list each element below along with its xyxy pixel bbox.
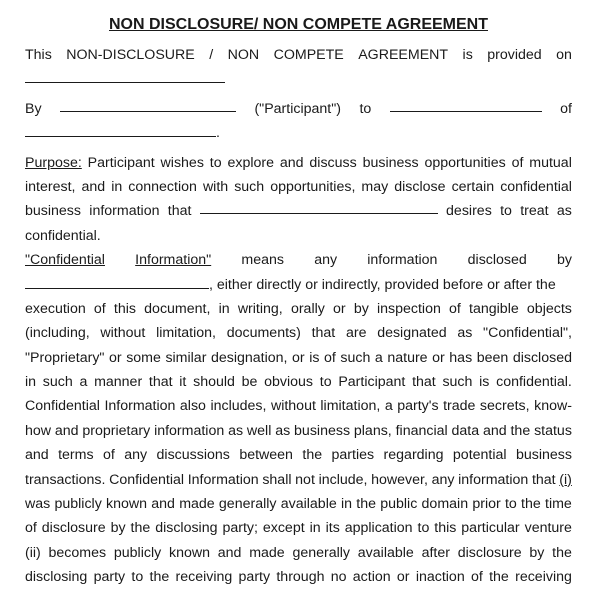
address-period: . (216, 125, 220, 142)
purpose-word: certain (451, 178, 495, 195)
purpose-line-1 (25, 151, 572, 175)
confidential-body-line (25, 297, 572, 321)
intro-word: NON-DISCLOSURE (66, 47, 195, 63)
confidential-word: disclosure (41, 520, 106, 537)
confidential-word: as (275, 422, 291, 439)
confidential-word: except (262, 520, 305, 537)
confidential-word: was (25, 496, 51, 513)
confidential-word: know- (534, 398, 572, 415)
confidential-body-line (25, 468, 572, 492)
confidential-word: its (325, 520, 340, 537)
confidential-word: terms (58, 447, 94, 464)
confidential-word: in (340, 496, 353, 513)
confidential-word: parties (331, 447, 375, 464)
confidential-word: well (246, 422, 272, 439)
confidential-word: been (476, 349, 509, 366)
confidential-word: not (295, 471, 315, 488)
confidential-word: disclosure (457, 544, 522, 561)
confidential-word: disclosed (467, 252, 527, 269)
confidential-word: publicly (54, 496, 102, 513)
confidential-body-line (25, 541, 572, 565)
confidential-word: information (154, 422, 225, 439)
confidential-word: inaction (415, 569, 465, 586)
purpose-line-3 (25, 199, 572, 223)
confidential-word: transactions. (25, 471, 106, 488)
purpose-word: to (500, 203, 512, 220)
confidential-word: by (557, 252, 572, 269)
confidential-word: the (521, 496, 541, 513)
confidential-line-2 (25, 273, 572, 297)
confidential-word: however, (371, 471, 428, 488)
purpose-word: disclose (394, 178, 446, 195)
confidential-word: in (309, 520, 321, 537)
confidential-word: regarding (383, 447, 444, 464)
intro-word: is (462, 47, 473, 63)
confidential-body-line (25, 321, 572, 345)
confidential-word: obvious (264, 374, 314, 391)
purpose-word: business (362, 154, 419, 171)
confidential-line-1 (25, 248, 572, 272)
confidential-word: as (228, 422, 244, 439)
confidential-word: and (151, 496, 175, 513)
confidential-word: public (380, 496, 418, 513)
confidential-word: a (79, 374, 88, 391)
confidential-word: "Confidential", (483, 325, 572, 342)
confidential-word: orally (290, 300, 325, 317)
confidential-word: party (238, 569, 271, 586)
disclosing-party-blank (25, 274, 209, 289)
confidential-word: such (42, 374, 73, 391)
confidential-word: application (344, 520, 413, 537)
confidential-word: to (131, 569, 144, 586)
purpose-line-4-text: confidential. (25, 227, 101, 244)
confidential-word: any (314, 252, 338, 269)
confidential-body-line (25, 419, 572, 443)
confidential-word: the (130, 520, 151, 537)
purpose-word: opportunities (424, 154, 506, 171)
confidential-body (25, 297, 572, 590)
confidential-word: Confidential (109, 471, 185, 488)
intro-word: AGREEMENT (358, 47, 449, 63)
confidential-word: time (545, 496, 572, 513)
confidential-word: this (434, 520, 457, 537)
purpose-word: desires (446, 203, 492, 220)
confidential-word: writing, (237, 300, 283, 317)
confidential-word: in (25, 374, 37, 391)
confidential-word: to (417, 520, 430, 537)
confidential-word: business (515, 447, 572, 464)
confidential-word: receiving (515, 569, 572, 586)
date-blank (25, 68, 225, 83)
confidential-word: available (357, 544, 414, 561)
purpose-word: discuss (309, 154, 357, 171)
confidential-word: generally (292, 544, 351, 561)
intro-line (25, 43, 572, 67)
confidential-word: of (324, 349, 336, 366)
confidential-word: any (124, 447, 148, 464)
confidential-word: that (311, 325, 336, 342)
confidential-word: "Proprietary" (25, 349, 105, 366)
confidential-word: without (270, 398, 316, 415)
purpose-word: to (209, 154, 222, 171)
confidential-word: made (249, 544, 285, 561)
confidential-word: the (149, 569, 170, 586)
address-blank (25, 122, 216, 137)
confidential-word: the (552, 544, 572, 561)
confidential-word: generally (218, 496, 277, 513)
confidential-word: known (106, 496, 148, 513)
confidential-word: of (102, 447, 115, 464)
confidential-word: inspection (376, 300, 441, 317)
of-label: of (560, 100, 572, 117)
confidential-word: trade (443, 398, 476, 415)
confidential-word: tangible (469, 300, 519, 317)
confidential-body-line (25, 516, 572, 540)
intro-word: This (25, 47, 52, 63)
confidential-word: Confidential (25, 398, 100, 415)
confidential-word: Information (104, 398, 176, 415)
confidential-word: prior (472, 496, 501, 513)
confidential-word: made (179, 496, 215, 513)
purpose-word: wishes (160, 154, 204, 171)
confidential-word: and (482, 422, 507, 439)
purpose-word: of (511, 154, 524, 171)
confidential-word: secrets, (479, 398, 530, 415)
confidential-word: the (510, 422, 531, 439)
confidential-word: discussions (156, 447, 230, 464)
purpose-word: in (111, 178, 123, 195)
purpose-word: as (556, 203, 572, 220)
confidential-word: or (396, 569, 410, 586)
confidential-word: disclosed (512, 349, 572, 366)
confidential-label-part2: Information" (135, 252, 212, 269)
confidential-word: data (451, 422, 480, 439)
purpose-word: mutual (529, 154, 572, 171)
confidential-word: designated (377, 325, 447, 342)
confidential-word: similar (165, 349, 207, 366)
confidential-word: are (345, 325, 367, 342)
confidential-word: such (442, 374, 473, 391)
confidential-word: or (333, 300, 346, 317)
purpose-word: with (202, 178, 229, 195)
confidential-word: as (457, 325, 473, 342)
confidential-word: means (241, 252, 284, 269)
confidential-word: limitation, (320, 398, 381, 415)
confidential-line-2-text: , either directly or indirectly, provided before or after the (209, 276, 556, 293)
confidential-word: becomes (48, 544, 107, 561)
confidential-word: known (168, 544, 210, 561)
confidential-word: or (109, 349, 122, 366)
confidential-word: the (356, 496, 376, 513)
confidential-word: particular (461, 520, 520, 537)
confidential-word: some (126, 349, 161, 366)
confidential-word: the (489, 569, 509, 586)
confidential-word: action (352, 569, 391, 586)
address-blank-line (25, 121, 572, 145)
confidential-word: and (54, 422, 79, 439)
confidential-word: document, (144, 300, 211, 317)
confidential-word: to (319, 374, 332, 391)
confidential-word: that (148, 374, 173, 391)
confidential-word: designation, (210, 349, 288, 366)
confidential-word: party's (397, 398, 439, 415)
confidential-word: in (218, 300, 230, 317)
confidential-word: include, (318, 471, 368, 488)
confidential-body-line (25, 346, 572, 370)
participant-label: ("Participant") (254, 100, 341, 117)
purpose-word: may (361, 178, 389, 195)
confidential-word: it (179, 374, 187, 391)
confidential-body-line (25, 443, 572, 467)
confidential-word: venture (524, 520, 572, 537)
confidential-word: potential (452, 447, 507, 464)
confidential-word: business (294, 422, 351, 439)
confidential-word: is (309, 349, 320, 366)
purpose-word: explore (227, 154, 275, 171)
confidential-word: of (470, 569, 483, 586)
purpose-word: treat (520, 203, 549, 220)
confidential-body-line (25, 492, 572, 516)
confidential-body-line (25, 394, 572, 418)
purpose-word: Participant (87, 154, 155, 171)
intro-word: provided (487, 47, 542, 63)
confidential-word: manner (94, 374, 143, 391)
confidential-word: by (529, 544, 545, 561)
purpose-word: and (279, 154, 304, 171)
purpose-word: interest, (25, 178, 76, 195)
confidential-word: that (412, 374, 436, 391)
purpose-word: business (25, 203, 81, 220)
confidential-word: party; (222, 520, 258, 537)
confidential-word: (including, (25, 325, 90, 342)
confidential-word: between (239, 447, 293, 464)
confidential-word: execution (25, 300, 86, 317)
confidential-word: Participant (338, 374, 406, 391)
confidential-word: is (479, 374, 490, 391)
intro-word: NON (227, 47, 260, 63)
confidential-word: of (93, 300, 106, 317)
confidential-word: by (110, 520, 126, 537)
purpose-word: opportunities, (270, 178, 356, 195)
intro-word: on (556, 47, 572, 63)
confidential-word: this (113, 300, 136, 317)
confidential-word: that (531, 471, 556, 488)
confidential-word: information (458, 471, 529, 488)
confidential-word: no (330, 569, 347, 586)
confidential-body-line (25, 370, 572, 394)
confidential-body-line (25, 565, 572, 589)
purpose-word: information (89, 203, 160, 220)
confidential-word: proprietary (82, 422, 151, 439)
confidential-word: or (292, 349, 305, 366)
document-title: NON DISCLOSURE/ NON COMPETE AGREEMENT (109, 16, 488, 33)
confidential-word: domain (421, 496, 469, 513)
confidential-word: the (302, 447, 323, 464)
parties-line (25, 97, 572, 121)
confidential-word: (ii) (25, 544, 41, 561)
purpose-word: that (167, 203, 192, 220)
purpose-word: confidential (500, 178, 572, 195)
confidential-word: disclosing (25, 569, 88, 586)
date-blank-line (25, 67, 572, 91)
confidential-word: plans, (353, 422, 392, 439)
confidential-word: Information (187, 471, 259, 488)
confidential-word: of (25, 520, 37, 537)
confidential-word: or (432, 349, 445, 366)
confidential-word: without (100, 325, 146, 342)
confidential-word: party (93, 569, 126, 586)
confidential-word: financial (395, 422, 448, 439)
confidential-word: such (340, 349, 371, 366)
confidential-word: (i) (559, 471, 572, 488)
confidential-word: documents) (226, 325, 301, 342)
confidential-word: includes, (210, 398, 267, 415)
confidential-word: information (367, 252, 438, 269)
confidential-word: disclosing (155, 520, 218, 537)
document-page (25, 14, 572, 590)
confidential-word: to (504, 496, 517, 513)
confidential-word: be (241, 374, 258, 391)
recipient-blank (200, 199, 438, 214)
intro-word: / (209, 47, 214, 63)
confidential-word: has (449, 349, 473, 366)
confidential-label-part1: "Confidential (25, 252, 105, 269)
confidential-word: objects (526, 300, 572, 317)
confidential-word: how (25, 422, 52, 439)
confidential-word: by (353, 300, 369, 317)
confidential-word: and (217, 544, 242, 561)
confidential-word: a (384, 398, 393, 415)
purpose-word: such (234, 178, 265, 195)
confidential-word: any (431, 471, 455, 488)
confidential-word: status (534, 422, 572, 439)
purpose-line-2 (25, 175, 572, 199)
confidential-word: and (25, 447, 49, 464)
intro-word: COMPETE (273, 47, 344, 63)
confidential-word: also (179, 398, 206, 415)
participant-name-blank (60, 97, 236, 112)
confidential-word: a (374, 349, 383, 366)
purpose-word: connection (128, 178, 197, 195)
confidential-word: confidential. (496, 374, 572, 391)
confidential-word: after (421, 544, 450, 561)
confidential-word: through (276, 569, 325, 586)
confidential-word: publicly (113, 544, 162, 561)
purpose-label: Purpose: (25, 154, 82, 171)
confidential-word: should (193, 374, 235, 391)
confidential-word: of (449, 300, 461, 317)
confidential-word: available (280, 496, 337, 513)
purpose-word: and (81, 178, 106, 195)
confidential-word: receiving (175, 569, 233, 586)
to-label: to (359, 100, 372, 117)
confidential-word: nature (387, 349, 428, 366)
purpose-line-4 (25, 224, 572, 248)
confidential-word: shall (262, 471, 292, 488)
confidential-word: limitation, (156, 325, 216, 342)
by-label: By (25, 100, 42, 117)
company-name-blank (390, 97, 542, 112)
